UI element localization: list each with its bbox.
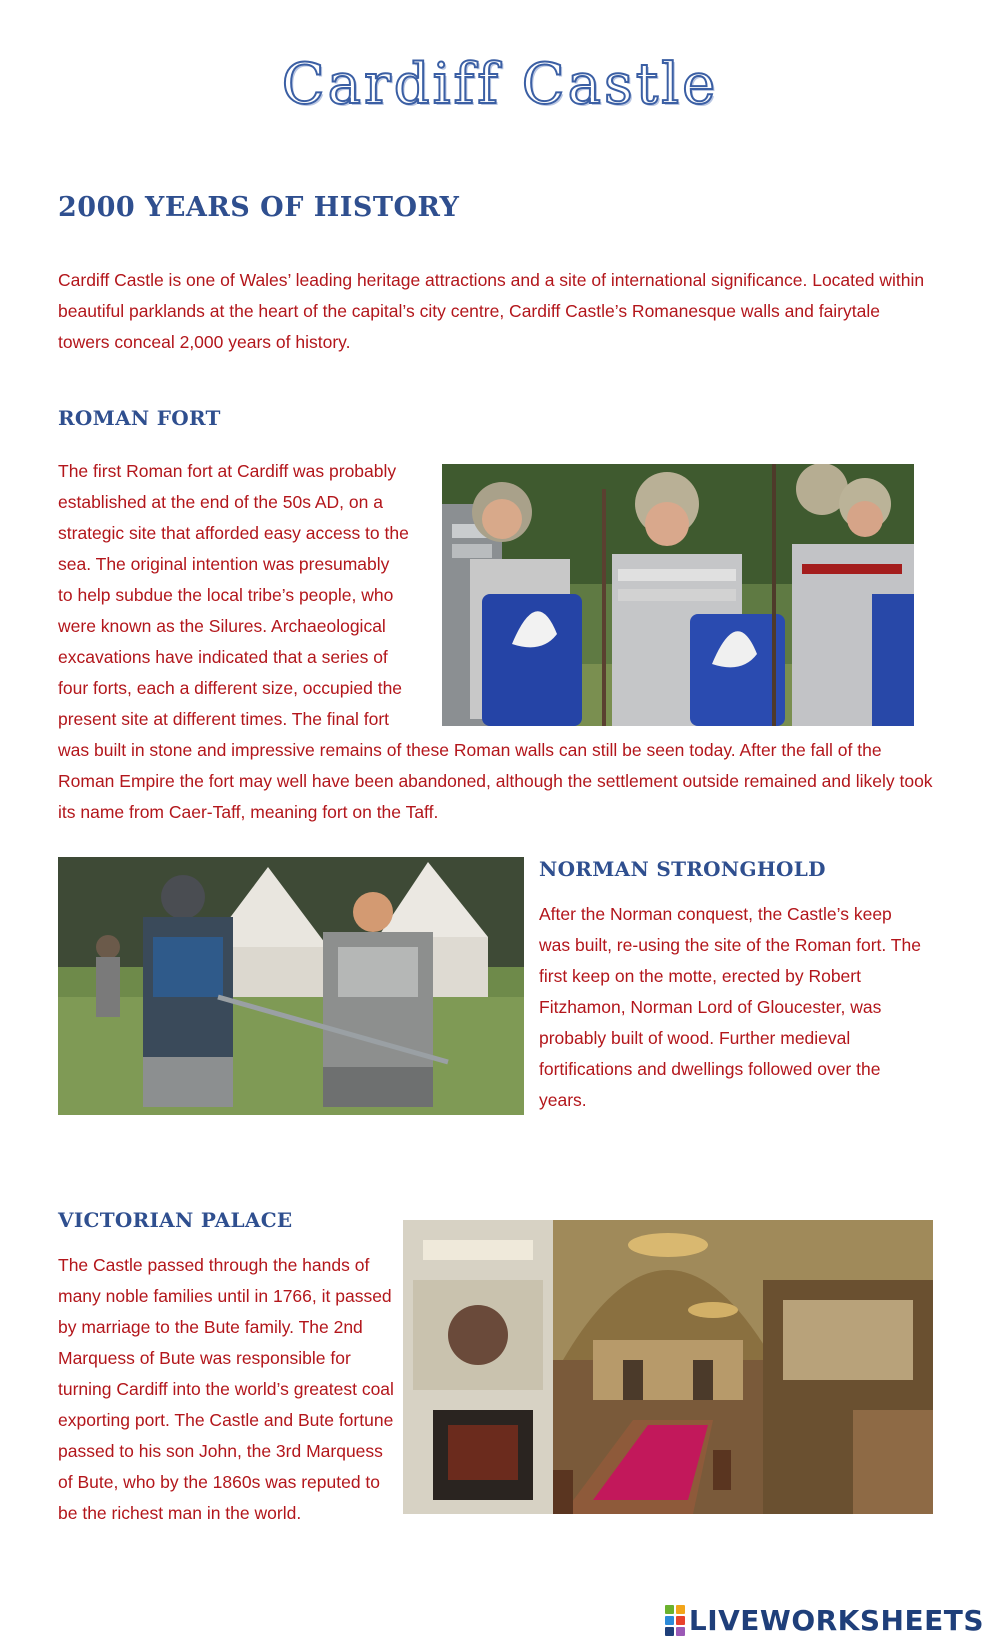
norman-knights-photo (58, 857, 524, 1115)
roman-soldiers-photo (442, 464, 914, 726)
intro-text: Cardiff Castle is one of Wales’ leading heritage attractions and a site of international significance. Located within beautiful parklands at the heart of the capital’s city centre, Cardiff Castle’s Romanesque walls and fairytale towers conceal 2,000 years of history. (58, 270, 925, 352)
liveworksheets-logo-text: LIVEWORKSHEETS (688, 1604, 984, 1637)
banqueting-hall-photo (403, 1220, 933, 1514)
roman-line: present site at different times. The final fort (58, 709, 390, 729)
roman-line: were known as the Silures. Archaeological (58, 616, 386, 636)
liveworksheets-logo-mark (665, 1605, 685, 1636)
victorian-palace-heading: VICTORIAN PALACE (58, 1208, 293, 1232)
roman-line: to help subdue the local tribe’s people, who (58, 585, 394, 605)
norman-stronghold-text: After the Norman conquest, the Castle’s keep was built, re-using the site of the Roman fort. The first keep on the motte, erected by Robert Fitzhamon, Norman Lord of Gloucester, was probably built of wood. Further medieval fortifications and dwellings followed over the years. (539, 904, 921, 1110)
roman-line: sea. The original intention was presumably (58, 554, 390, 574)
roman-line: four forts, each a different size, occupied the (58, 678, 403, 698)
roman-fort-continuation: was built in stone and impressive remains of these Roman walls can still be seen today. After the fall of the Roman Empire the fort may well have been abandoned, although the settlement outside remained and likely took its name from Caer-Taff, meaning fort on the Taff. (58, 740, 933, 822)
norman-stronghold-heading: NORMAN STRONGHOLD (539, 857, 826, 881)
roman-line: excavations have indicated that a series of (58, 647, 388, 667)
roman-line: strategic site that afforded easy access to the (58, 523, 409, 543)
roman-line: The first Roman fort at Cardiff was probably (58, 461, 397, 481)
roman-fort-heading: ROMAN FORT (58, 406, 221, 430)
victorian-palace-text: The Castle passed through the hands of many noble families until in 1766, it passed by marriage to the Bute family. The 2nd Marquess of Bute was responsible for turning Cardiff into the world’s greatest coal exporting port. The Castle and Bute fortune passed to his son John, the 3rd Marquess of Bute, who by the 1860s was reputed to be the richest man in the world. (58, 1255, 394, 1523)
page-title: Cardiff Castle (281, 52, 719, 117)
roman-fort-text (58, 456, 438, 735)
roman-line: established at the end of the 50s AD, on a (58, 492, 383, 512)
liveworksheets-logo (665, 1604, 984, 1637)
intro-heading: 2000 YEARS OF HISTORY (58, 192, 460, 223)
